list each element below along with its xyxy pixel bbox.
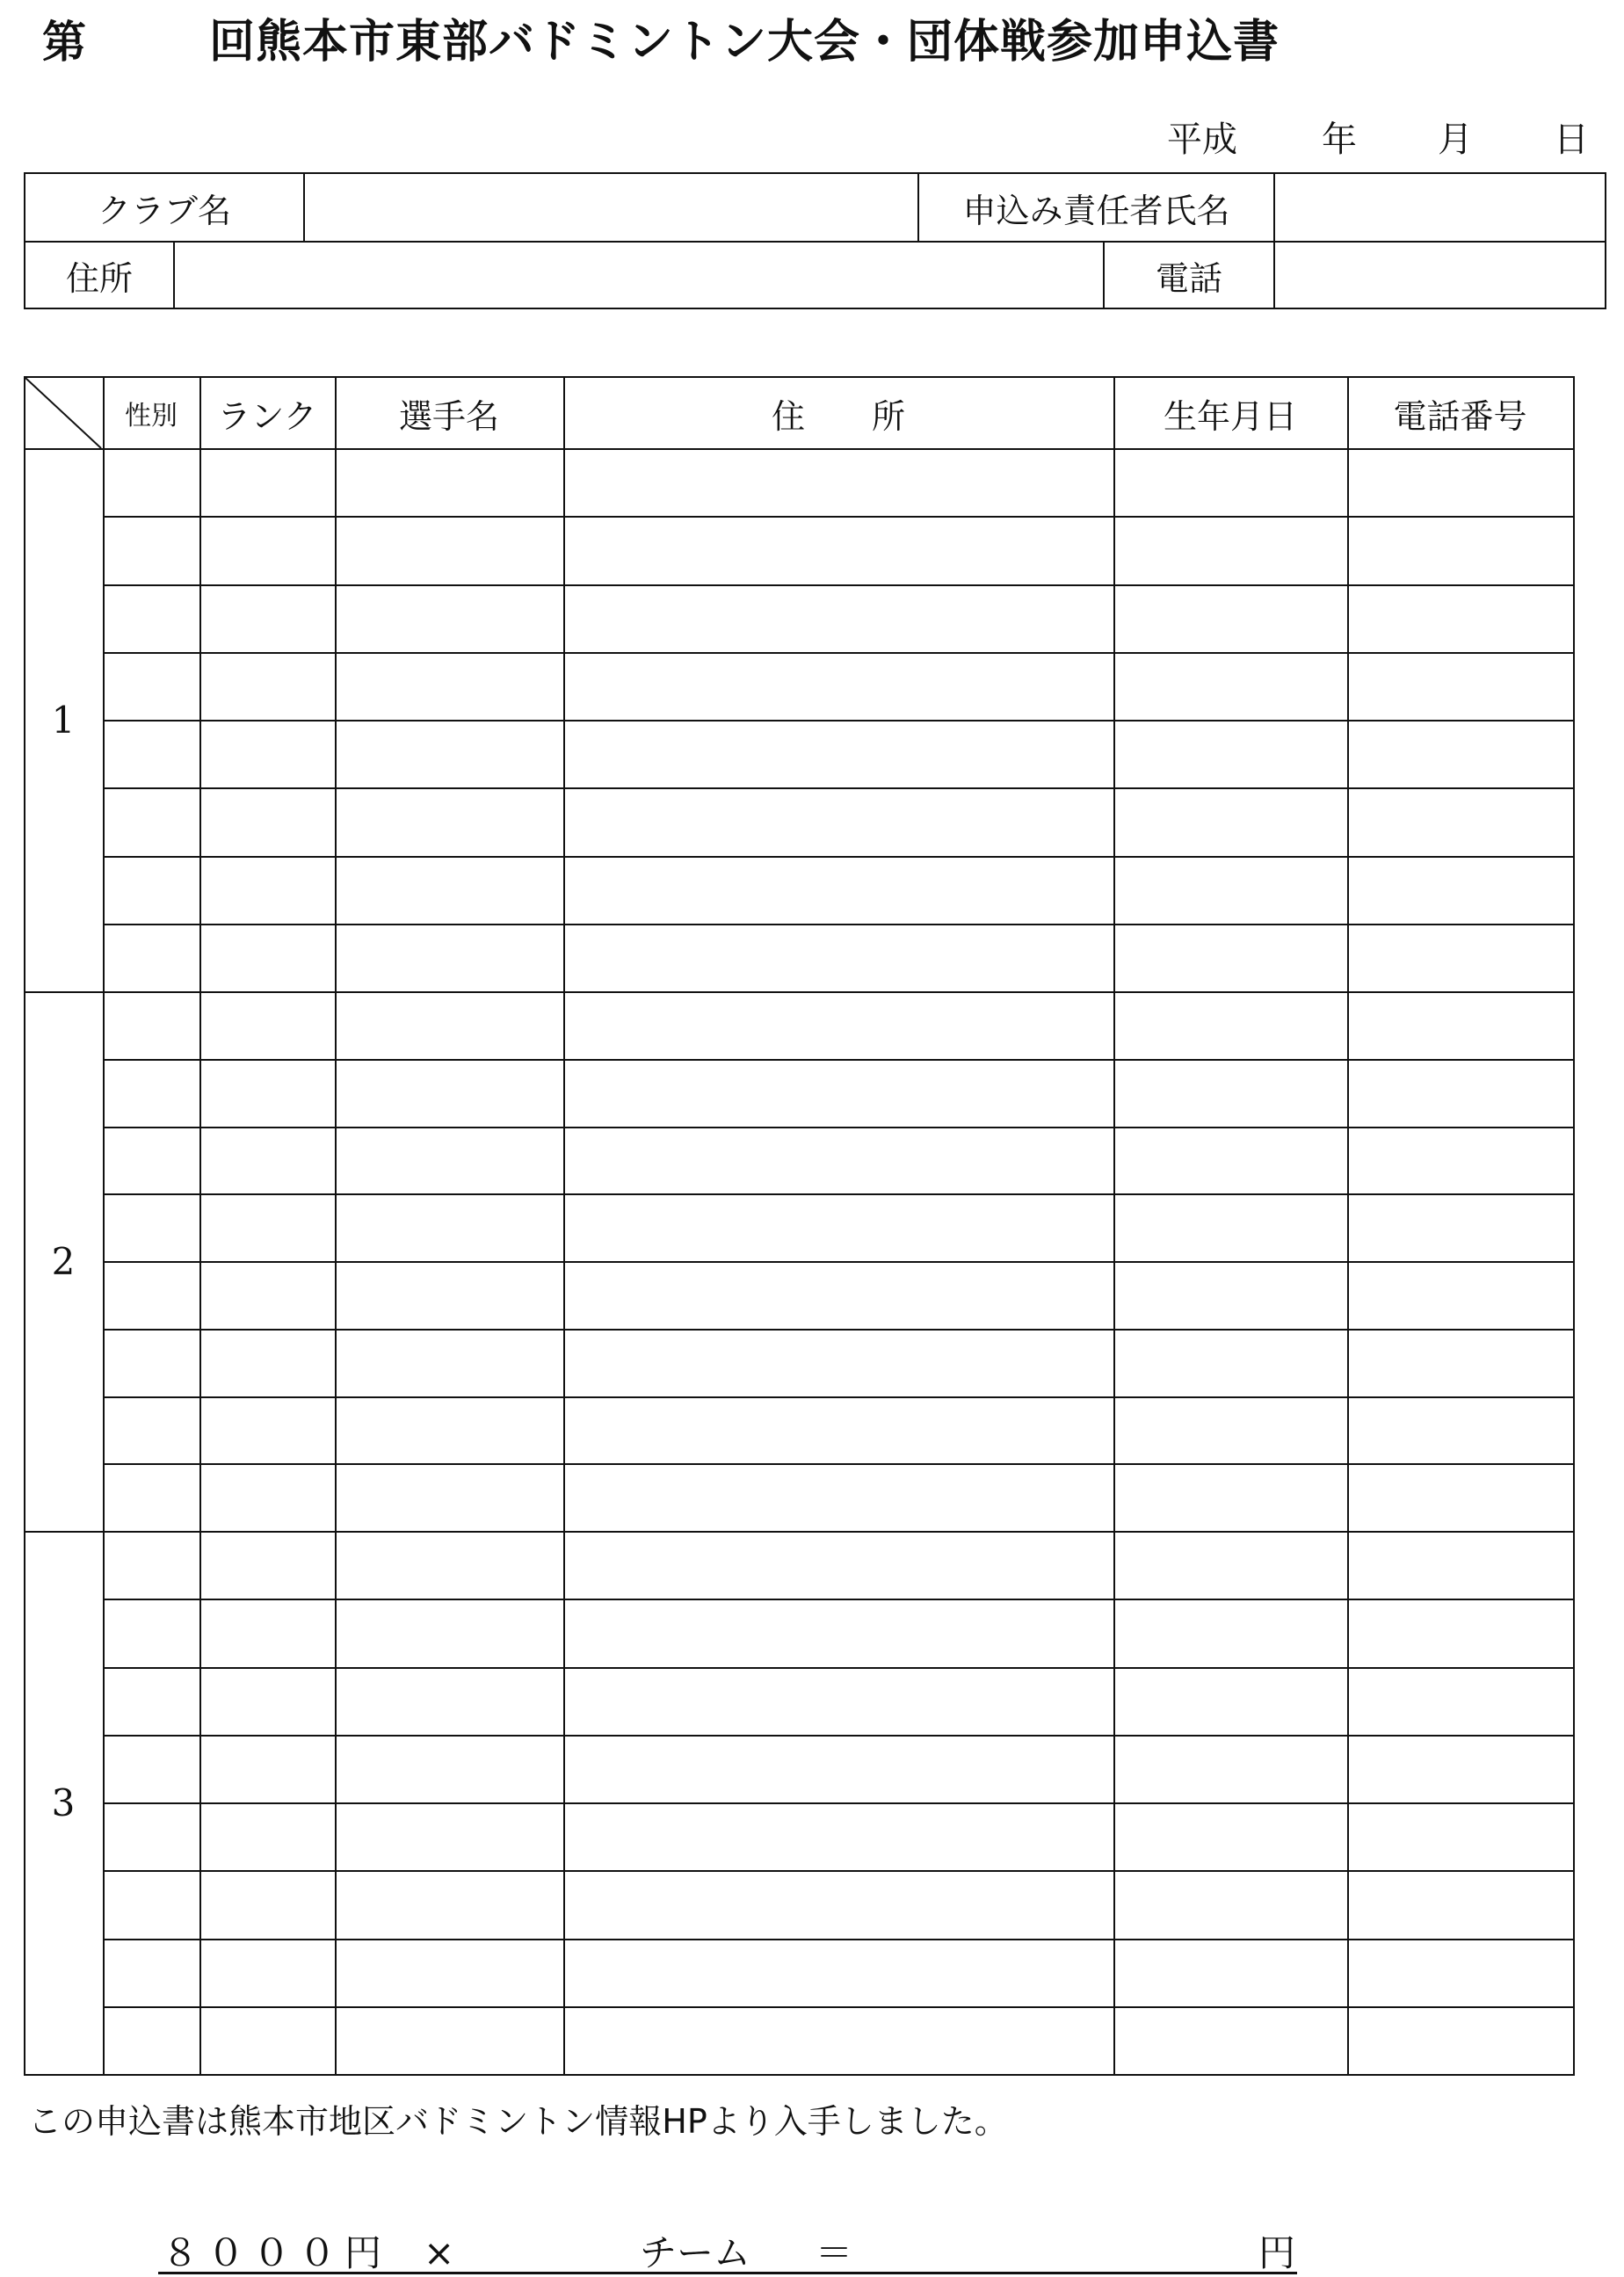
team-3-row-1-phone-cell[interactable] xyxy=(1347,1531,1573,1599)
team-1-row-8-birthdate-cell[interactable] xyxy=(1113,924,1347,991)
team-2-row-2-birthdate-cell[interactable] xyxy=(1113,1059,1347,1127)
team-2-row-1-birthdate-cell[interactable] xyxy=(1113,991,1347,1059)
team-3-row-2-rank-cell[interactable] xyxy=(199,1599,335,1666)
team-2-row-5-gender-cell[interactable] xyxy=(103,1261,199,1329)
team-1-row-7-rank-cell[interactable] xyxy=(199,856,335,924)
team-2-row-7-address-cell[interactable] xyxy=(563,1396,1113,1464)
source-note: この申込書は熊本市地区バドミントン情報HPより入手しました。 xyxy=(28,2102,1008,2141)
team-2-row-3-address-cell[interactable] xyxy=(563,1127,1113,1194)
team-number-3: 3 xyxy=(51,1780,76,1824)
team-2-row-4-rank-cell[interactable] xyxy=(199,1193,335,1261)
team-3-row-8-address-cell[interactable] xyxy=(563,2006,1113,2074)
team-1-row-7-player-name-cell[interactable] xyxy=(335,856,563,924)
team-2-row-2-rank-cell[interactable] xyxy=(199,1059,335,1127)
multiply-sign: × xyxy=(424,2231,455,2274)
team-1-row-3-address-cell[interactable] xyxy=(563,584,1113,652)
team-2-row-7-player-name-cell[interactable] xyxy=(335,1396,563,1464)
team-1-row-8-address-cell[interactable] xyxy=(563,924,1113,991)
team-1-row-5-phone-cell[interactable] xyxy=(1347,720,1573,787)
team-count-unit: チーム xyxy=(640,2231,751,2274)
team-2-row-1-address-cell[interactable] xyxy=(563,991,1113,1059)
team-3-row-4-rank-cell[interactable] xyxy=(199,1735,335,1802)
team-2-row-5-address-cell[interactable] xyxy=(563,1261,1113,1329)
representative-field[interactable] xyxy=(1275,174,1605,241)
team-3-row-1-rank-cell[interactable] xyxy=(199,1531,335,1599)
team-3-row-8-phone-cell[interactable] xyxy=(1347,2006,1573,2074)
team-3-row-8-gender-cell[interactable] xyxy=(103,2006,199,2074)
column-header-address: 住 所 xyxy=(771,396,905,436)
team-1-row-6-phone-cell[interactable] xyxy=(1347,787,1573,855)
team-1-row-4-address-cell[interactable] xyxy=(563,652,1113,720)
team-3-row-4-gender-cell[interactable] xyxy=(103,1735,199,1802)
date-day-label: 日 xyxy=(1554,120,1589,160)
team-3-row-7-birthdate-cell[interactable] xyxy=(1113,1939,1347,2006)
team-1-row-2-rank-cell[interactable] xyxy=(199,516,335,584)
team-3-row-6-rank-cell[interactable] xyxy=(199,1870,335,1938)
team-2-row-6-rank-cell[interactable] xyxy=(199,1329,335,1396)
club-name-field[interactable] xyxy=(305,174,919,241)
team-2-row-6-birthdate-cell[interactable] xyxy=(1113,1329,1347,1396)
team-1-row-5-address-cell[interactable] xyxy=(563,720,1113,787)
team-2-row-8-address-cell[interactable] xyxy=(563,1463,1113,1531)
club-info-table xyxy=(24,172,1606,309)
team-3-row-5-phone-cell[interactable] xyxy=(1347,1802,1573,1870)
team-1-row-3-phone-cell[interactable] xyxy=(1347,584,1573,652)
team-2-row-1-gender-cell[interactable] xyxy=(103,991,199,1059)
team-2-row-8-phone-cell[interactable] xyxy=(1347,1463,1573,1531)
team-number-2: 2 xyxy=(51,1239,76,1283)
team-1-row-1-address-cell[interactable] xyxy=(563,448,1113,516)
column-header-phone: 電話番号 xyxy=(1393,396,1527,436)
phone-label: 電話 xyxy=(1105,243,1275,308)
team-2-row-3-gender-cell[interactable] xyxy=(103,1127,199,1194)
team-3-row-7-rank-cell[interactable] xyxy=(199,1939,335,2006)
team-1-row-7-birthdate-cell[interactable] xyxy=(1113,856,1347,924)
team-1-row-6-gender-cell[interactable] xyxy=(103,787,199,855)
team-2-row-6-gender-cell[interactable] xyxy=(103,1329,199,1396)
roster-table xyxy=(24,376,1575,2076)
team-3-row-1-player-name-cell[interactable] xyxy=(335,1531,563,1599)
team-1-row-2-birthdate-cell[interactable] xyxy=(1113,516,1347,584)
team-3-row-5-birthdate-cell[interactable] xyxy=(1113,1802,1347,1870)
team-2-row-4-player-name-cell[interactable] xyxy=(335,1193,563,1261)
team-1-row-7-phone-cell[interactable] xyxy=(1347,856,1573,924)
team-1-row-5-rank-cell[interactable] xyxy=(199,720,335,787)
team-1-row-5-birthdate-cell[interactable] xyxy=(1113,720,1347,787)
team-2-row-5-rank-cell[interactable] xyxy=(199,1261,335,1329)
team-1-row-2-address-cell[interactable] xyxy=(563,516,1113,584)
team-1-row-8-phone-cell[interactable] xyxy=(1347,924,1573,991)
team-2-row-3-phone-cell[interactable] xyxy=(1347,1127,1573,1194)
column-header-rank: ランク xyxy=(217,396,317,436)
team-2-row-8-birthdate-cell[interactable] xyxy=(1113,1463,1347,1531)
team-2-row-5-player-name-cell[interactable] xyxy=(335,1261,563,1329)
team-1-row-1-rank-cell[interactable] xyxy=(199,448,335,516)
date-month-label: 月 xyxy=(1438,120,1473,160)
team-2-row-2-phone-cell[interactable] xyxy=(1347,1059,1573,1127)
team-3-row-8-player-name-cell[interactable] xyxy=(335,2006,563,2074)
representative-label: 申込み責任者氏名 xyxy=(919,174,1275,241)
team-2-row-5-birthdate-cell[interactable] xyxy=(1113,1261,1347,1329)
team-3-row-7-gender-cell[interactable] xyxy=(103,1939,199,2006)
team-2-row-6-address-cell[interactable] xyxy=(563,1329,1113,1396)
team-3-row-2-gender-cell[interactable] xyxy=(103,1599,199,1666)
team-1-row-2-player-name-cell[interactable] xyxy=(335,516,563,584)
team-1-row-4-phone-cell[interactable] xyxy=(1347,652,1573,720)
column-header-gender: 性別 xyxy=(125,401,178,431)
address-field[interactable] xyxy=(175,243,1105,308)
team-2-row-2-player-name-cell[interactable] xyxy=(335,1059,563,1127)
team-1-row-4-player-name-cell[interactable] xyxy=(335,652,563,720)
team-3-row-1-address-cell[interactable] xyxy=(563,1531,1113,1599)
team-3-row-3-birthdate-cell[interactable] xyxy=(1113,1667,1347,1735)
team-3-row-6-player-name-cell[interactable] xyxy=(335,1870,563,1938)
team-2-row-4-address-cell[interactable] xyxy=(563,1193,1113,1261)
team-2-row-6-player-name-cell[interactable] xyxy=(335,1329,563,1396)
team-2-row-4-gender-cell[interactable] xyxy=(103,1193,199,1261)
date-year-label: 年 xyxy=(1322,120,1357,160)
team-1-row-8-gender-cell[interactable] xyxy=(103,924,199,991)
team-number-1: 1 xyxy=(51,698,76,742)
team-1-row-4-gender-cell[interactable] xyxy=(103,652,199,720)
team-1-row-3-rank-cell[interactable] xyxy=(199,584,335,652)
team-3-row-8-birthdate-cell[interactable] xyxy=(1113,2006,1347,2074)
equals-sign: ＝ xyxy=(816,2231,853,2274)
team-3-row-3-rank-cell[interactable] xyxy=(199,1667,335,1735)
team-1-row-6-rank-cell[interactable] xyxy=(199,787,335,855)
team-2-row-2-address-cell[interactable] xyxy=(563,1059,1113,1127)
team-3-row-6-address-cell[interactable] xyxy=(563,1870,1113,1938)
team-1-row-1-player-name-cell[interactable] xyxy=(335,448,563,516)
team-1-row-8-rank-cell[interactable] xyxy=(199,924,335,991)
team-2-row-7-phone-cell[interactable] xyxy=(1347,1396,1573,1464)
team-1-row-8-player-name-cell[interactable] xyxy=(335,924,563,991)
fee-amount: ８０００円 xyxy=(162,2231,391,2274)
team-1-row-2-gender-cell[interactable] xyxy=(103,516,199,584)
team-1-row-5-player-name-cell[interactable] xyxy=(335,720,563,787)
team-2-row-8-gender-cell[interactable] xyxy=(103,1463,199,1531)
club-info-row-1 xyxy=(25,174,1605,243)
team-2-row-1-rank-cell[interactable] xyxy=(199,991,335,1059)
team-2-row-3-player-name-cell[interactable] xyxy=(335,1127,563,1194)
team-3-row-5-address-cell[interactable] xyxy=(563,1802,1113,1870)
team-1-row-1-gender-cell[interactable] xyxy=(103,448,199,516)
team-3-row-3-player-name-cell[interactable] xyxy=(335,1667,563,1735)
team-2-row-4-birthdate-cell[interactable] xyxy=(1113,1193,1347,1261)
team-3-row-4-player-name-cell[interactable] xyxy=(335,1735,563,1802)
team-3-row-3-phone-cell[interactable] xyxy=(1347,1667,1573,1735)
team-3-row-2-birthdate-cell[interactable] xyxy=(1113,1599,1347,1666)
team-2-row-3-birthdate-cell[interactable] xyxy=(1113,1127,1347,1194)
team-3-row-1-gender-cell[interactable] xyxy=(103,1531,199,1599)
team-3-row-7-phone-cell[interactable] xyxy=(1347,1939,1573,2006)
team-2-row-5-phone-cell[interactable] xyxy=(1347,1261,1573,1329)
team-2-row-7-birthdate-cell[interactable] xyxy=(1113,1396,1347,1464)
team-1-row-4-rank-cell[interactable] xyxy=(199,652,335,720)
team-2-row-2-gender-cell[interactable] xyxy=(103,1059,199,1127)
fee-underline xyxy=(158,2272,1297,2274)
page-title: 回熊本市東部バドミントン大会・団体戦参加申込書 xyxy=(209,16,1280,69)
team-3-row-5-player-name-cell[interactable] xyxy=(335,1802,563,1870)
team-3-row-6-gender-cell[interactable] xyxy=(103,1870,199,1938)
total-yen-unit: 円 xyxy=(1258,2231,1296,2274)
club-info-row-2 xyxy=(25,243,1605,308)
club-name-label: クラブ名 xyxy=(25,174,305,241)
team-1-row-3-birthdate-cell[interactable] xyxy=(1113,584,1347,652)
team-2-row-1-phone-cell[interactable] xyxy=(1347,991,1573,1059)
team-3-row-7-player-name-cell[interactable] xyxy=(335,1939,563,2006)
team-1-row-1-phone-cell[interactable] xyxy=(1347,448,1573,516)
address-label: 住所 xyxy=(25,243,175,308)
edition-prefix: 第 xyxy=(42,17,86,68)
team-1-row-7-gender-cell[interactable] xyxy=(103,856,199,924)
team-3-row-4-address-cell[interactable] xyxy=(563,1735,1113,1802)
team-3-row-2-address-cell[interactable] xyxy=(563,1599,1113,1666)
team-2-row-7-rank-cell[interactable] xyxy=(199,1396,335,1464)
team-3-row-3-gender-cell[interactable] xyxy=(103,1667,199,1735)
header-corner-diagonal xyxy=(25,378,103,448)
team-2-row-1-player-name-cell[interactable] xyxy=(335,991,563,1059)
column-header-birthdate: 生年月日 xyxy=(1163,396,1297,436)
team-3-row-6-birthdate-cell[interactable] xyxy=(1113,1870,1347,1938)
team-3-row-4-phone-cell[interactable] xyxy=(1347,1735,1573,1802)
team-3-row-6-phone-cell[interactable] xyxy=(1347,1870,1573,1938)
team-1-row-4-birthdate-cell[interactable] xyxy=(1113,652,1347,720)
column-header-player-name: 選手名 xyxy=(398,396,499,436)
team-3-row-5-gender-cell[interactable] xyxy=(103,1802,199,1870)
team-1-row-6-address-cell[interactable] xyxy=(563,787,1113,855)
team-3-row-3-address-cell[interactable] xyxy=(563,1667,1113,1735)
team-3-row-2-phone-cell[interactable] xyxy=(1347,1599,1573,1666)
team-1-row-6-player-name-cell[interactable] xyxy=(335,787,563,855)
team-3-row-5-rank-cell[interactable] xyxy=(199,1802,335,1870)
team-3-row-8-rank-cell[interactable] xyxy=(199,2006,335,2074)
team-3-row-7-address-cell[interactable] xyxy=(563,1939,1113,2006)
team-1-row-3-gender-cell[interactable] xyxy=(103,584,199,652)
date-era: 平成 xyxy=(1167,120,1237,160)
team-1-row-1-birthdate-cell[interactable] xyxy=(1113,448,1347,516)
team-1-row-2-phone-cell[interactable] xyxy=(1347,516,1573,584)
team-2-row-7-gender-cell[interactable] xyxy=(103,1396,199,1464)
team-3-row-4-birthdate-cell[interactable] xyxy=(1113,1735,1347,1802)
team-1-row-3-player-name-cell[interactable] xyxy=(335,584,563,652)
team-1-row-5-gender-cell[interactable] xyxy=(103,720,199,787)
phone-field[interactable] xyxy=(1275,243,1605,308)
team-2-row-6-phone-cell[interactable] xyxy=(1347,1329,1573,1396)
team-3-row-2-player-name-cell[interactable] xyxy=(335,1599,563,1666)
team-1-row-7-address-cell[interactable] xyxy=(563,856,1113,924)
team-2-row-3-rank-cell[interactable] xyxy=(199,1127,335,1194)
team-1-row-6-birthdate-cell[interactable] xyxy=(1113,787,1347,855)
team-2-row-4-phone-cell[interactable] xyxy=(1347,1193,1573,1261)
team-3-row-1-birthdate-cell[interactable] xyxy=(1113,1531,1347,1599)
team-2-row-8-rank-cell[interactable] xyxy=(199,1463,335,1531)
team-2-row-8-player-name-cell[interactable] xyxy=(335,1463,563,1531)
